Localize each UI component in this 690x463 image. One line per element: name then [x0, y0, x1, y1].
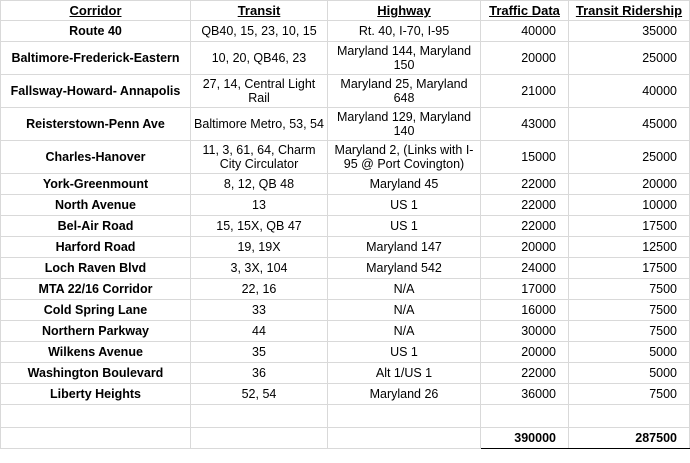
cell[interactable]	[1, 428, 191, 449]
transit-cell[interactable]: 52, 54	[191, 384, 328, 405]
corridor-cell[interactable]: Fallsway-Howard- Annapolis	[1, 75, 191, 108]
table-row	[1, 108, 690, 141]
table-row	[1, 75, 690, 108]
transit-cell[interactable]: 15, 15X, QB 47	[191, 216, 328, 237]
corridor-cell[interactable]: Bel-Air Road	[1, 216, 191, 237]
ridership-cell[interactable]: 7500	[569, 300, 690, 321]
highway-cell[interactable]: N/A	[328, 300, 481, 321]
transit-cell[interactable]: 33	[191, 300, 328, 321]
ridership-cell[interactable]: 20000	[569, 174, 690, 195]
header-corridor[interactable]: Corridor	[1, 1, 191, 21]
table-row	[1, 174, 690, 195]
highway-cell[interactable]: Maryland 147	[328, 237, 481, 258]
total-traffic[interactable]: 390000	[481, 428, 569, 449]
table-row	[1, 363, 690, 384]
header-traffic-data[interactable]: Traffic Data	[481, 1, 569, 21]
traffic-cell[interactable]: 22000	[481, 363, 569, 384]
ridership-cell[interactable]: 40000	[569, 75, 690, 108]
transit-cell[interactable]: 11, 3, 61, 64, Charm City Circulator	[191, 141, 328, 174]
traffic-cell[interactable]: 24000	[481, 258, 569, 279]
traffic-cell[interactable]: 36000	[481, 384, 569, 405]
cell[interactable]	[191, 428, 328, 449]
corridor-cell[interactable]: Liberty Heights	[1, 384, 191, 405]
traffic-cell[interactable]: 21000	[481, 75, 569, 108]
cell[interactable]	[1, 405, 191, 428]
table-row	[1, 237, 690, 258]
corridor-cell[interactable]: Washington Boulevard	[1, 363, 191, 384]
table-row	[1, 21, 690, 42]
highway-cell[interactable]: Maryland 542	[328, 258, 481, 279]
highway-cell[interactable]: Maryland 45	[328, 174, 481, 195]
ridership-cell[interactable]: 7500	[569, 321, 690, 342]
ridership-cell[interactable]: 10000	[569, 195, 690, 216]
transit-cell[interactable]: 13	[191, 195, 328, 216]
highway-cell[interactable]: N/A	[328, 279, 481, 300]
highway-cell[interactable]: Alt 1/US 1	[328, 363, 481, 384]
cell[interactable]	[328, 405, 481, 428]
table-row	[1, 279, 690, 300]
ridership-cell[interactable]: 17500	[569, 258, 690, 279]
corridor-cell[interactable]: Northern Parkway	[1, 321, 191, 342]
header-highway[interactable]: Highway	[328, 1, 481, 21]
transit-cell[interactable]: 35	[191, 342, 328, 363]
ridership-cell[interactable]: 5000	[569, 363, 690, 384]
highway-cell[interactable]: Maryland 129, Maryland 140	[328, 108, 481, 141]
highway-cell[interactable]: Maryland 144, Maryland 150	[328, 42, 481, 75]
header-transit-ridership[interactable]: Transit Ridership	[569, 1, 690, 21]
corridor-cell[interactable]: Charles-Hanover	[1, 141, 191, 174]
traffic-cell[interactable]: 22000	[481, 195, 569, 216]
highway-cell[interactable]: Maryland 2, (Links with I-95 @ Port Covington)	[328, 141, 481, 174]
highway-cell[interactable]: US 1	[328, 342, 481, 363]
table-row	[1, 300, 690, 321]
cell[interactable]	[191, 405, 328, 428]
traffic-cell[interactable]: 20000	[481, 342, 569, 363]
cell[interactable]	[328, 428, 481, 449]
corridor-cell[interactable]: Wilkens Avenue	[1, 342, 191, 363]
cell[interactable]	[569, 405, 690, 428]
transit-cell[interactable]: 36	[191, 363, 328, 384]
corridor-cell[interactable]: Loch Raven Blvd	[1, 258, 191, 279]
ridership-cell[interactable]: 25000	[569, 141, 690, 174]
total-ridership[interactable]: 287500	[569, 428, 690, 449]
ridership-cell[interactable]: 7500	[569, 279, 690, 300]
traffic-cell[interactable]: 17000	[481, 279, 569, 300]
table-row	[1, 141, 690, 174]
table-row	[1, 384, 690, 405]
traffic-cell[interactable]: 22000	[481, 174, 569, 195]
header-transit[interactable]: Transit	[191, 1, 328, 21]
ridership-cell[interactable]: 7500	[569, 384, 690, 405]
traffic-cell[interactable]: 20000	[481, 42, 569, 75]
corridor-cell[interactable]: Reisterstown-Penn Ave	[1, 108, 191, 141]
highway-cell[interactable]: US 1	[328, 216, 481, 237]
table-row	[1, 195, 690, 216]
traffic-cell[interactable]: 15000	[481, 141, 569, 174]
transit-cell[interactable]: 27, 14, Central Light Rail	[191, 75, 328, 108]
highway-cell[interactable]: N/A	[328, 321, 481, 342]
corridor-cell[interactable]: Baltimore-Frederick-Eastern	[1, 42, 191, 75]
transit-cell[interactable]: 10, 20, QB46, 23	[191, 42, 328, 75]
corridor-cell[interactable]: Cold Spring Lane	[1, 300, 191, 321]
table-row	[1, 258, 690, 279]
traffic-cell[interactable]: 30000	[481, 321, 569, 342]
highway-cell[interactable]: Maryland 26	[328, 384, 481, 405]
corridor-cell[interactable]: North Avenue	[1, 195, 191, 216]
traffic-cell[interactable]: 43000	[481, 108, 569, 141]
transit-cell[interactable]: 44	[191, 321, 328, 342]
transit-cell[interactable]: QB40, 15, 23, 10, 15	[191, 21, 328, 42]
header-row	[1, 1, 690, 21]
blank-row	[1, 405, 690, 428]
traffic-cell[interactable]: 40000	[481, 21, 569, 42]
corridor-cell[interactable]: MTA 22/16 Corridor	[1, 279, 191, 300]
ridership-cell[interactable]: 25000	[569, 42, 690, 75]
table-row	[1, 216, 690, 237]
traffic-cell[interactable]: 16000	[481, 300, 569, 321]
highway-cell[interactable]: Maryland 25, Maryland 648	[328, 75, 481, 108]
highway-cell[interactable]: Rt. 40, I-70, I-95	[328, 21, 481, 42]
totals-row	[1, 428, 690, 449]
table-row	[1, 42, 690, 75]
cell[interactable]	[481, 405, 569, 428]
transit-cell[interactable]: 22, 16	[191, 279, 328, 300]
ridership-cell[interactable]: 17500	[569, 216, 690, 237]
highway-cell[interactable]: US 1	[328, 195, 481, 216]
corridor-cell[interactable]: Route 40	[1, 21, 191, 42]
ridership-cell[interactable]: 12500	[569, 237, 690, 258]
traffic-cell[interactable]: 22000	[481, 216, 569, 237]
traffic-cell[interactable]: 20000	[481, 237, 569, 258]
transit-cell[interactable]: 3, 3X, 104	[191, 258, 328, 279]
ridership-cell[interactable]: 5000	[569, 342, 690, 363]
ridership-cell[interactable]: 45000	[569, 108, 690, 141]
transit-cell[interactable]: 8, 12, QB 48	[191, 174, 328, 195]
table-row	[1, 321, 690, 342]
ridership-cell[interactable]: 35000	[569, 21, 690, 42]
transit-cell[interactable]: Baltimore Metro, 53, 54	[191, 108, 328, 141]
corridor-cell[interactable]: York-Greenmount	[1, 174, 191, 195]
transit-cell[interactable]: 19, 19X	[191, 237, 328, 258]
corridor-cell[interactable]: Harford Road	[1, 237, 191, 258]
table-row	[1, 342, 690, 363]
